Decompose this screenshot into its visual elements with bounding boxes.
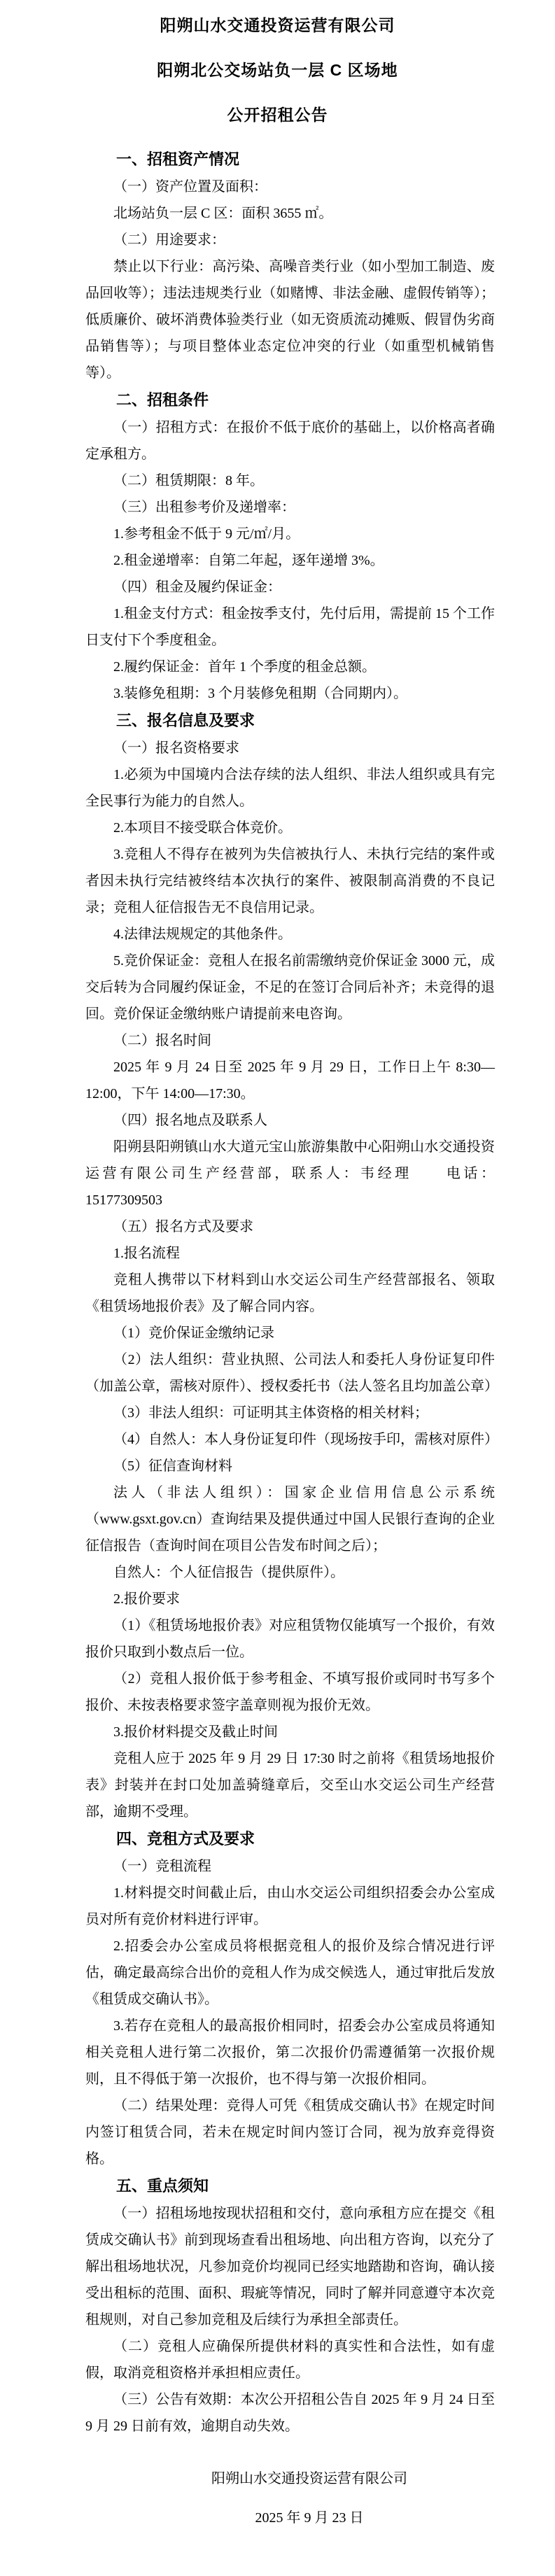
body-paragraph: 3.若存在竞租人的最高报价相同时，招委会办公室成员将通知相关竞租人进行第二次报价，第二次报价仍需遵循第一次报价规则，且不得低于第一次报价，也不得与第一次报价相同。 xyxy=(85,2018,495,2087)
body-paragraph: （一）招租方式：在报价不低于底价的基础上，以价格高者确定承租方。 xyxy=(85,420,495,462)
section-5-heading: 五、重点须知 xyxy=(116,2177,209,2195)
body-paragraph: 5.竞价保证金：竞租人在报名前需缴纳竞价保证金 3000 元，成交后转为合同履约保证金，不足的在签订合同后补齐；未竞得的退回。竞价保证金缴纳账户请提前来电咨询。 xyxy=(85,953,495,1022)
body-paragraph: 4.法律法规规定的其他条件。 xyxy=(113,927,292,942)
body-paragraph: （2）竞租人报价低于参考租金、不填写报价或同时书写多个报价、未按表格要求签字盖章则视为报价无效。 xyxy=(85,1671,495,1713)
body-paragraph: 2.租金递增率：自第二年起，逐年递增 3%。 xyxy=(113,553,384,568)
body-paragraph: （一）报名资格要求 xyxy=(113,740,239,756)
body-paragraph: 竞租人应于 2025 年 9 月 29 日 17:30 时之前将《租赁场地报价表》封装并在封口处加盖骑缝章后，交至山水交运公司生产经营部，逾期不受理。 xyxy=(85,1751,495,1820)
body-paragraph: 2.报价要求 xyxy=(113,1591,180,1607)
body-paragraph: （二）竞租人应确保所提供材料的真实性和合法性，如有虚假，取消竞租资格并承担相应责任。 xyxy=(85,2339,495,2381)
body-paragraph: （1）竞价保证金缴纳记录 xyxy=(113,1325,274,1341)
body-paragraph: 自然人：个人征信报告（提供原件）。 xyxy=(113,1565,344,1580)
signature-block xyxy=(190,2459,428,2538)
document-title-line-3: 公开招租公告 xyxy=(227,106,328,124)
body-paragraph: 法人（非法人组织）：国家企业信用信息公示系统（www.gsxt.gov.cn）查询结果及提供通过中国人民银行查询的企业征信报告（查询时间在项目公告发布时间之后）； xyxy=(85,1485,495,1554)
body-paragraph: （二）租赁期限：8 年。 xyxy=(113,473,264,488)
body-paragraph: 北场站负一层 C 区：面积 3655 ㎡。 xyxy=(113,206,333,221)
body-paragraph: （一）竞租流程 xyxy=(113,1859,211,1874)
section-4-heading: 四、竞租方式及要求 xyxy=(116,1830,255,1847)
document-title-block xyxy=(0,0,555,137)
signature-company: 阳朔山水交通投资运营有限公司 xyxy=(211,2471,407,2486)
body-paragraph: 竞租人携带以下材料到山水交运公司生产经营部报名、领取《租赁场地报价表》及了解合同内容。 xyxy=(85,1272,495,1314)
body-paragraph: （1）《租赁场地报价表》对应租赁物仅能填写一个报价，有效报价只取到小数点后一位。 xyxy=(85,1618,495,1660)
body-paragraph: 2.履约保证金：首年 1 个季度的租金总额。 xyxy=(113,659,376,675)
body-paragraph: 阳朔县阳朔镇山水大道元宝山旅游集散中心阳朔山水交通投资运营有限公司生产经营部，联系人：韦经理 电话：15177309503 xyxy=(85,1139,495,1208)
body-paragraph: （二）结果处理：竞得人可凭《租赁成交确认书》在规定时间内签订租赁合同，若未在规定时间内签订合同，视为放弃竞得资格。 xyxy=(85,2098,495,2167)
body-paragraph: 1.报名流程 xyxy=(113,1246,180,1261)
body-paragraph: 1.租金支付方式：租金按季支付，先付后用，需提前 15 个工作日支付下个季度租金。 xyxy=(85,606,495,648)
section-3-heading: 三、报名信息及要求 xyxy=(116,712,255,729)
body-paragraph: 1.材料提交时间截止后，由山水交运公司组织招委会办公室成员对所有竞价材料进行评审。 xyxy=(85,1885,495,1927)
body-paragraph: 2.本项目不接受联合体竞价。 xyxy=(113,820,292,836)
body-paragraph: （4）自然人：本人身份证复印件（现场按手印，需核对原件） xyxy=(113,1432,498,1447)
body-paragraph: （2）法人组织：营业执照、公司法人和委托人身份证复印件（加盖公章，需核对原件）、授权委托书（法人签名且均加盖公章） xyxy=(85,1352,498,1394)
body-paragraph: （三）出租参考价及递增率： xyxy=(113,500,295,515)
body-paragraph: （五）报名方式及要求 xyxy=(113,1219,253,1234)
document-body xyxy=(0,137,555,2538)
document-title-line-2: 阳朔北公交场站负一层 C 区场地 xyxy=(157,61,398,79)
body-paragraph: 2025 年 9 月 24 日至 2025 年 9 月 29 日，工作日上午 8:30—12:00，下午 14:00—17:30。 xyxy=(85,1060,495,1102)
body-paragraph: （四）报名地点及联系人 xyxy=(113,1113,267,1128)
body-paragraph: （二）报名时间 xyxy=(113,1033,211,1048)
body-paragraph: （三）公告有效期：本次公开招租公告自 2025 年 9 月 24 日至 9 月 29 日前有效，逾期自动失效。 xyxy=(85,2392,495,2434)
body-paragraph: 3.报价材料提交及截止时间 xyxy=(113,1724,278,1740)
body-paragraph: （5）征信查询材料 xyxy=(113,1458,232,1474)
body-paragraph: （3）非法人组织：可证明其主体资格的相关材料； xyxy=(113,1405,428,1421)
body-paragraph: （二）用途要求： xyxy=(113,232,225,248)
body-paragraph: 1.参考租金不低于 9 元/㎡/月。 xyxy=(113,526,300,542)
signature-date: 2025 年 9 月 23 日 xyxy=(255,2510,364,2526)
document-title-line-1: 阳朔山水交通投资运营有限公司 xyxy=(160,16,395,34)
body-paragraph: （四）租金及履约保证金： xyxy=(113,579,281,595)
body-paragraph: 3.装修免租期：3 个月装修免租期（合同期内）。 xyxy=(113,686,407,701)
body-paragraph: 3.竞租人不得存在被列为失信被执行人、未执行完结的案件或者因未执行完结被终结本次执行的案件、被限制高消费的不良记录；竞租人征信报告无不良信用记录。 xyxy=(85,847,495,915)
body-paragraph: 1.必须为中国境内合法存续的法人组织、非法人组织或具有完全民事行为能力的自然人。 xyxy=(85,767,495,809)
body-paragraph: （一）招租场地按现状招租和交付，意向承租方应在提交《租赁成交确认书》前到现场查看出租场地、向出租方咨询，以充分了解出租场地状况，凡参加竞价均视同已经实地踏勘和咨询，确认接受出租标的范围、面积、瑕疵等情况，同时了解并同意遵守本次竞租规则，对自己参加竞租及后续行为承担全部责任。 xyxy=(85,2206,495,2328)
body-paragraph: 禁止以下行业：高污染、高噪音类行业（如小型加工制造、废品回收等）；违法违规类行业（如赌博、非法金融、虚假传销等）；低质廉价、破坏消费体验类行业（如无资质流动摊贩、假冒伪劣商品销售等）；与项目整体业态定位冲突的行业（如重型机械销售等）。 xyxy=(85,259,495,381)
section-2-heading: 二、招租条件 xyxy=(116,391,209,409)
body-paragraph: 2.招委会办公室成员将根据竞租人的报价及综合情况进行评估，确定最高综合出价的竞租人作为成交候选人，通过审批后发放《租赁成交确认书》。 xyxy=(85,1938,495,2007)
body-paragraph: （一）资产位置及面积： xyxy=(113,179,267,195)
section-1-heading: 一、招租资产情况 xyxy=(116,150,240,168)
